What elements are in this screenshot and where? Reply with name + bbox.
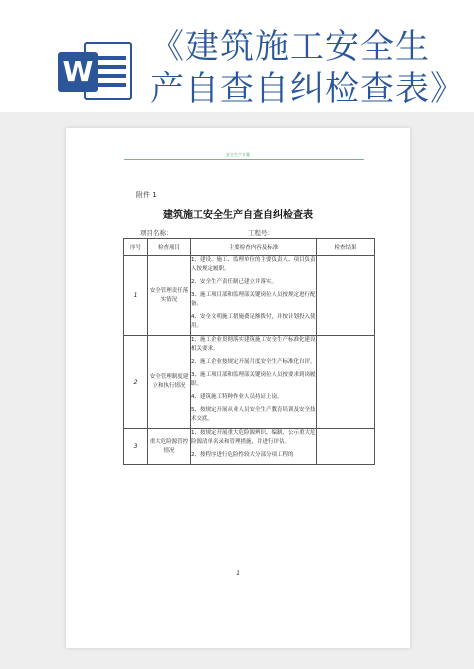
column-header: 检查项目 [148, 239, 191, 256]
attachment-label: 附件 1 [136, 191, 157, 199]
check-content [191, 336, 317, 429]
document-title: 建筑施工安全生产自查自纠检查表 [163, 210, 313, 221]
check-item: 安全管理责任落实情况 [148, 256, 191, 336]
document-page [66, 128, 410, 648]
project-name-label: 项目名称： [140, 229, 173, 237]
table-row [124, 256, 375, 336]
content-line: 1、建设、施工、监理单位的主要负责人、项目负责人按规定履职。 [191, 257, 316, 272]
content-line: 2、按程序进行危险性较大分部分项工程的 [191, 452, 294, 458]
check-result[interactable] [317, 256, 375, 336]
check-result[interactable] [317, 336, 375, 429]
banner-title-line1: 《建筑施工安全生 [150, 27, 430, 67]
check-item: 安全管理制度建立和执行情况 [148, 336, 191, 429]
row-number: 2 [124, 336, 148, 429]
column-header: 主要检查内容及标准 [191, 239, 317, 256]
table-row [124, 429, 375, 465]
banner [0, 0, 474, 112]
check-content [191, 429, 317, 465]
column-header: 检查结果 [317, 239, 375, 256]
content-line: 1、施工企业贯彻落实建筑施工安全生产标准化建设相关要求。 [191, 337, 316, 352]
word-app-icon [58, 36, 136, 108]
content-line: 4、建筑施工特种作业人员持证上岗。 [191, 394, 283, 400]
check-item: 重大危险源管控情况 [148, 429, 191, 465]
row-number: 1 [124, 256, 148, 336]
content-line: 4、安全文明施工措施费足额拨付，并按计划投入使用。 [191, 314, 316, 329]
content-line: 2、安全生产责任制已建立并落实。 [191, 279, 278, 285]
word-w-badge: W [58, 52, 98, 92]
table-row [124, 336, 375, 429]
content-line: 3、施工项目部和监理部关键岗位人员按要求到岗履职。 [191, 372, 316, 387]
banner-title-line2: 产自查自纠检查表》 [150, 69, 465, 109]
content-line: 2、施工企业按规定开展月度安全生产标准化自评。 [191, 359, 316, 365]
page-header-text: 安全生产专题 [226, 152, 250, 157]
row-number: 3 [124, 429, 148, 465]
page-number: 1 [236, 570, 240, 577]
column-header: 序号 [124, 239, 148, 256]
content-line: 5、按规定开展从业人员安全生产教育培训及安全技术交底。 [191, 407, 316, 422]
table-header-row [124, 239, 375, 256]
banner-title [150, 26, 470, 110]
checklist-table [123, 238, 375, 465]
check-result[interactable] [317, 429, 375, 465]
content-line: 1、按规定开展重大危险源辨识、编制、公示重大危险源清单名录和管理措施，并进行评估。 [191, 430, 316, 445]
page-header-line [124, 159, 364, 160]
check-content [191, 256, 317, 336]
project-code-label: 工程号： [248, 229, 274, 237]
content-line: 3、施工项目部和监理部关键岗位人员按规定进行配备。 [191, 292, 316, 307]
